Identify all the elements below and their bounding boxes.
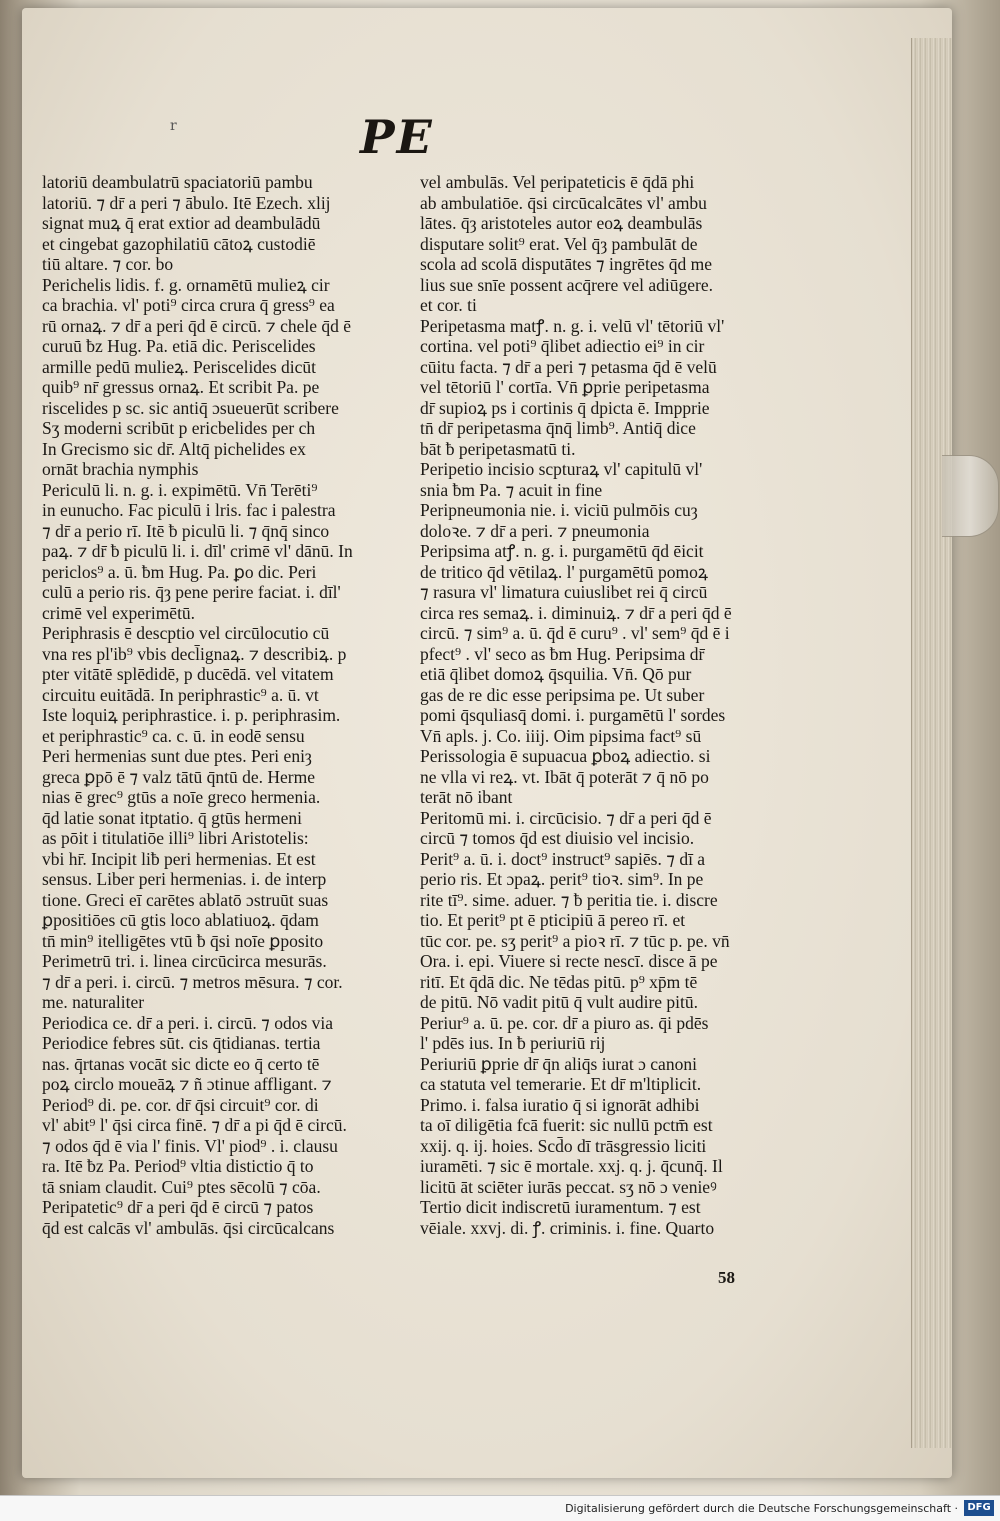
text-line: Periodica ce. dr̄ a peri. i. circū. ⁊ odos via [42,1012,334,1033]
text-line: vbi hr̄. Incipit liƀ peri hermenias. Et est [42,848,316,869]
text-line: ⁊ odos q̄d ē via l' finis. Vl' piod⁹ . i. clausu [42,1135,338,1156]
text-line: vl' abit⁹ l' q̄si circa finē. ⁊ dr̄ a pi q̄d ē circū. [42,1115,347,1135]
text-line: rite tī⁹. sime. aduer. ⁊ ƀ peritia tie. i. discre [420,889,718,910]
text-line: nas. q̄rtanas vocāt sic dicte eo q̄ certo tē [42,1053,320,1074]
text-line: as pōit i titulatiōe illi⁹ libri Aristotelis: [42,828,309,848]
text-line: me. naturaliter [42,992,145,1012]
text-line: Peripneumonia nie. i. viciū pulmōis cuȝ [420,500,698,520]
text-line: ⁊ dr̄ a perio rī. Itē ƀ piculū li. ⁊ q̄nq̄ sinco [42,520,330,541]
stray-mark: r [170,118,177,134]
text-line: tiū altare. ⁊ cor. bo [42,254,174,274]
text-line: vna res pl'ib⁹ vbis decl̄ignaꝝ. ⁊ describiꝝ. p [42,643,347,664]
text-line: poꝝ circlo moueāꝝ ⁊ ñ ɔtinue affligant. ⁊ [42,1074,332,1094]
text-line: pter vitātē splēdidē, p ducēdā. vel vitatem [42,664,334,684]
text-line: quib⁹ nr̄ gressus ornaꝝ. Et scribit Pa. pe [42,377,320,397]
text-line: Perichelis lidis. f. g. ornamētū mulieꝝ cir [42,274,330,295]
text-line: Periuriū ꝑprie dr̄ q̄n aliq̄s iurat ɔ canoni [420,1053,697,1074]
text-line: curuū ƀz Hug. Pa. etiā dic. Periscelides [42,336,316,356]
text-line: Peripetasma matꝭ. n. g. i. velū vl' tētoriū vl' [420,315,725,336]
text-line: iuramēti. ⁊ sic ē mortale. xxj. q. j. q̄cunq̄. Il [420,1156,723,1176]
text-line: signat muꝝ q̄ erat extior ad deambulādū [42,213,321,233]
text-line: Periphrasis ē descptio vel circūlocutio cū [42,623,330,643]
left-column [42,172,412,1238]
text-line: Peripetio incisio scpturaꝝ vl' capitulū vl' [420,459,703,479]
text-line: cortina. vel poti⁹ q̄libet adiectio ei⁹ in cir [420,336,705,356]
text-line: ⁊ rasura vl' limatura cuiuslibet rei q̄ circū [420,582,708,602]
text-line: et cingebat gazophilatiū cātoꝝ custodiē [42,233,316,254]
text-line: Ora. i. epi. Viuere si recte nescī. disce ā pe [420,951,718,971]
text-line: Perimetrū tri. i. linea circūcirca mesurās. [42,951,327,971]
text-line: etiā q̄libet domoꝝ q̄squilia. Vn̄. Qō pur [420,664,692,684]
text-line: paꝝ. ⁊ dr̄ ƀ piculū li. i. dīl' crimē vl' dānū. In [42,541,353,561]
text-line: Peripatetic⁹ dr̄ a peri q̄d ē circū ⁊ patos [42,1197,314,1217]
text-line: Peripsima atꝭ. n. g. i. purgamētū q̄d ēicit [420,541,704,561]
text-line: periclos⁹ a. ū. ƀm Hug. Pa. ꝑo dic. Peri [42,561,317,582]
footer-bar [0,1495,1000,1521]
text-line: l' pdēs ius. In ƀ periuriū rij [420,1033,606,1053]
text-line: et cor. ti [420,295,477,315]
text-line: circa res semaꝝ. i. diminuiꝝ. ⁊ dr̄ a peri q̄d ē [420,602,732,623]
text-line: greca ꝑpō ē ⁊ valz tātū q̄ntū de. Herme [42,766,315,787]
text-line: vēiale. xxvj. di. ꝭ. criminis. i. fine. Quarto [420,1217,715,1238]
text-line: Iste loquiꝝ periphrastice. i. p. periphrasim. [42,705,341,725]
text-line: tn̄ dr̄ peripetasma q̄nq̄ limb⁹. Antiq̄ dice [420,418,696,438]
dfg-logo: DFG [964,1500,994,1516]
text-line: ca brachia. vl' poti⁹ circa crura q̄ gress⁹ ea [42,295,335,315]
text-line: bāt ƀ peripetasmatū ti. [420,438,576,459]
text-line: culū a perio ris. q̄ȝ pene perire faciat. i. dīl' [42,582,341,602]
text-line: crimē vel experimētū. [42,602,196,623]
text-line: disputare solit⁹ erat. Vel q̄ȝ pambulāt de [420,233,698,254]
text-line: lius sue snīe possent acq̄rere vel adiūgere. [420,274,714,295]
text-line: snia ƀm Pa. ⁊ acuit in fine [420,479,603,500]
text-line: vel tētoriū l' cortīa. Vn̄ ꝑprie peripetasma [420,377,710,397]
text-line: Perit⁹ a. ū. i. doct⁹ instruct⁹ sapiēs. ⁊ dī a [420,848,706,869]
text-line: ⁊ dr̄ a peri. i. circū. ⁊ metros mēsura. ⁊ cor. [42,971,343,992]
text-line: Peri hermenias sunt due ptes. Peri eniȝ [42,746,312,766]
text-line: doloꝛe. ⁊ dr̄ a peri. ⁊ pneumonia [420,520,650,541]
text-line: ca statuta vel temerarie. Et dr̄ m'ltiplicit. [420,1074,702,1094]
text-line: gas de re dic esse peripsima pe. Ut suber [420,684,705,705]
text-line: de pitū. Nō vadit pitū q̄ vult audire pitū. [420,992,699,1012]
text-line: tione. Greci eī carētes ablatō ɔstruūt suas [42,889,329,910]
text-line: ab ambulatiōe. q̄si circūcalcātes vl' ambu [420,192,707,213]
text-line: rū ornaꝝ. ⁊ dr̄ a peri q̄d ē circū. ⁊ chele q̄d ē [42,315,352,336]
text-line: licitū āt sciēter iurās peccat. sʒ nō ɔ venieꝰ [420,1176,717,1197]
text-line: circū. ⁊ sim⁹ a. ū. q̄d ē curu⁹ . vl' sem⁹ q̄d ē i [420,623,730,643]
footer-credit: Digitalisierung gefördert durch die Deutsche Forschungsgemeinschaft · [565,1502,958,1515]
text-line: ta oī diligētia fcā fuerit: sic nullū pctm̄ est [420,1115,713,1135]
text-line: tā sniam claudit. Cui⁹ ptes sēcolū ⁊ cōa. [42,1176,321,1197]
text-line: tn̄ min⁹ itelligētes vtū ƀ q̄si noīe ꝑposito [42,930,324,951]
text-line: ornāt brachia nymphis [42,459,199,479]
text-line: cūitu facta. ⁊ dr̄ a peri ⁊ petasma q̄d ē velū [420,356,717,377]
page-edge [911,38,952,1448]
text-line: tio. Et perit⁹ pt ē pticipiū ā pereo rī. et [420,910,686,930]
text-line: terāt nō ibant [420,787,513,807]
text-line: Periur⁹ a. ū. pe. cor. dr̄ a piuro as. q̄i pdēs [420,1012,709,1033]
text-line: et periphrastic⁹ ca. c. ū. in eodē sensu [42,725,305,746]
text-line: scola ad scolā disputātes ⁊ ingrētes q̄d me [420,254,713,274]
text-line: Peritomū mi. i. circūcisio. ⁊ dr̄ a peri q̄d ē [420,807,712,828]
text-line: Tertio dicit indiscretū iuramentum. ⁊ est [420,1197,701,1217]
text-line: lātes. q̄ȝ aristoteles autor eoꝝ deambulās [420,213,703,233]
text-line: perio ris. Et ɔpaꝝ. perit⁹ tioꝛ. sim⁹. In pe [420,869,704,889]
text-line: ritī. Et q̄dā dic. Ne tēdas pitū. p⁹ xp̄m tē [420,971,698,992]
right-column [420,172,770,1238]
text-line: tūc cor. pe. sʒ perit⁹ a pioꝛ rī. ⁊ tūc p. pe. vn̄ [420,930,730,951]
text-line: vel ambulās. Vel peripateticis ē q̄dā phi [420,172,695,192]
text-line: armille pedū mulieꝝ. Periscelides dicūt [42,356,316,377]
text-line: pfect⁹ . vl' seco as ƀm Hug. Peripsima dr̄ [420,643,705,664]
text-line: Vn̄ apls. j. Co. iiij. Oim pipsima fact⁹ sū [420,725,702,746]
page-header: PE [360,110,434,164]
text-line: Primo. i. falsa iuratio q̄ si ignorāt adhibi [420,1094,700,1115]
text-line: circuitu euitādā. In periphrastic⁹ a. ū. vt [42,684,319,705]
bookmark-tab [942,455,999,537]
text-line: ꝑpositiōes cū gtis loco ablatiuoꝝ. q̄dam [42,910,319,930]
text-line: xxij. q. ij. hoies. Scd̄o dī trāsgressio liciti [420,1135,707,1156]
text-line: q̄d latie sonat itptatio. q̄ gtūs hermeni [42,807,303,828]
text-line: sensus. Liber peri hermenias. i. de interp [42,869,327,889]
text-line: in eunucho. Fac piculū i lris. fac i palestra [42,500,336,520]
text-line: ne vlla vi reꝝ. vt. Ibāt q̄ poterāt ⁊ q̄ nō po [420,766,709,787]
text-line: Perissologia ē supuacua ꝑboꝝ adiectio. si [420,746,711,766]
text-line: pomi q̄squliasq̄ domi. i. purgamētū l' sordes [420,705,726,725]
text-line: latoriū deambulatrū spaciatoriū pambu [42,172,313,192]
text-line: Periodice febres sūt. cis q̄tidianas. tertia [42,1033,321,1053]
text-line: q̄d est calcās vl' ambulās. q̄si circūcalcans [42,1217,335,1238]
text-line: circū ⁊ tomos q̄d est diuisio vel incisio. [420,828,695,848]
text-line: In Grecismo sic dr̄. Altq̄ pichelides ex [42,438,306,459]
text-line: nias ē grec⁹ gtūs a noīe greco hermenia. [42,787,321,807]
text-line: de tritico q̄d vētilaꝝ. l' purgamētū pomoꝝ [420,561,708,582]
folio-number: 58 [718,1268,735,1287]
text-line: Period⁹ di. pe. cor. dr̄ q̄si circuit⁹ cor. di [42,1094,319,1115]
text-line: latoriū. ⁊ dr̄ a peri ⁊ ābulo. Itē Ezech. xlij [42,192,331,213]
text-line: riscelides p sc. sic antiq̄ ɔsueuerūt scribere [42,397,339,418]
text-line: Periculū li. n. g. i. expimētū. Vn̄ Terēti⁹ [42,479,318,500]
text-line: ra. Itē ƀz Pa. Period⁹ vltia distictio q̄ to [42,1156,314,1176]
text-line: dr̄ supioꝝ ps i cortinis q̄ dpicta ē. Impprie [420,397,710,418]
text-line: Sʒ moderni scribūt p ericbelides per ch [42,418,316,438]
